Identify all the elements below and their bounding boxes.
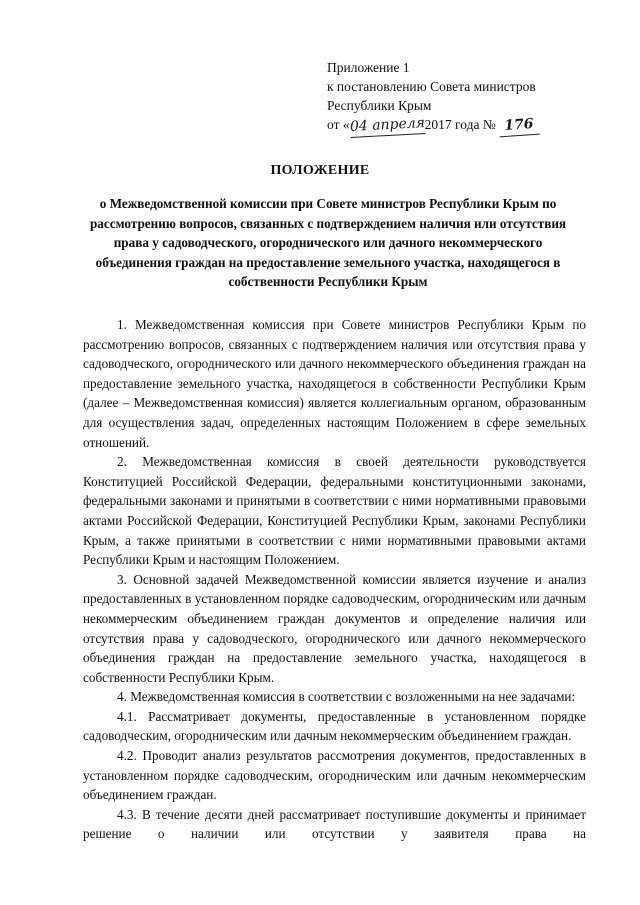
paragraph-4-3: 4.3. В течение десяти дней рассматривает поступившие документы и принимает решение о наличии или отсутствии у заявителя права на [83,806,586,842]
appendix-line-1: Приложение 1 [327,60,410,75]
paragraph-2: 2. Межведомственная комиссия в своей деятельности руководствуется Конституцией Российской Федерации, федеральными конституционными законами, федеральными законами и принятыми в соответствии с ними нормативными правовыми актами Российской Федерации, Конституцией Республики Крым, законами Республики Крым, а также принятыми в соответствии с ними нормативными правовыми актами Республики Крым и настоящим Положением. [83,454,586,568]
handwritten-date: 04 апреля [349,114,425,138]
paragraph-3: 3. Основной задачей Межведомственной комиссии является изучение и анализ предоставленных в установленном порядке садоводческим, огородническим или дачным некоммерческим объединением граждан документов и определение наличия или отсутствия права у садоводческого, огороднического или дачного некоммерческого объединения граждан на предоставление земельного участка, находящегося в собственности Республики Крым. [83,571,586,685]
appendix-line-2: к постановлению Совета министров [327,79,536,94]
paragraph-4: 4. Межведомственная комиссия в соответствии с возложенными на нее задачами: [117,689,576,705]
date-suffix: 2017 года № [424,117,496,132]
document-body [83,315,586,844]
paragraph-1: 1. Межведомственная комиссия при Совете министров Республики Крым по рассмотрению вопросов, связанных с подтверждением наличия или отсутствия права у садоводческого, огороднического или дачного некоммерческого объединения граждан на предоставление земельного участка, находящегося в собственности Республики Крым (далее – Межведомственная комиссия) является коллегиальным органом, образованным для осуществления задач, определенных настоящим Положением в сфере земельных отношений. [83,317,586,450]
appendix-date-line [327,115,617,136]
appendix-line-3: Республики Крым [327,98,432,113]
handwritten-number: 176 [498,115,539,138]
paragraph-4-2: 4.2. Проводит анализ результатов рассмотрения документов, предоставленных в установленном порядке садоводческим, огородническим или дачным некоммерческим объединением граждан. [83,748,586,803]
document-subtitle: о Межведомственной комиссии при Совете министров Республики Крым по рассмотрению вопросов, связанных с подтверждением наличия или отсутствия права у садоводческого, огороднического или дачного некоммерческого объединения граждан на предоставление земельного участка, находящегося в собственности Республики Крым [89,196,567,289]
date-prefix: от « [327,117,350,132]
paragraph-4-1: 4.1. Рассматривает документы, предоставленные в установленном порядке садоводческим, огородническим или дачным некоммерческим объединением граждан. [83,708,586,744]
appendix-block [327,58,617,136]
document-title: ПОЛОЖЕНИЕ [270,163,370,178]
